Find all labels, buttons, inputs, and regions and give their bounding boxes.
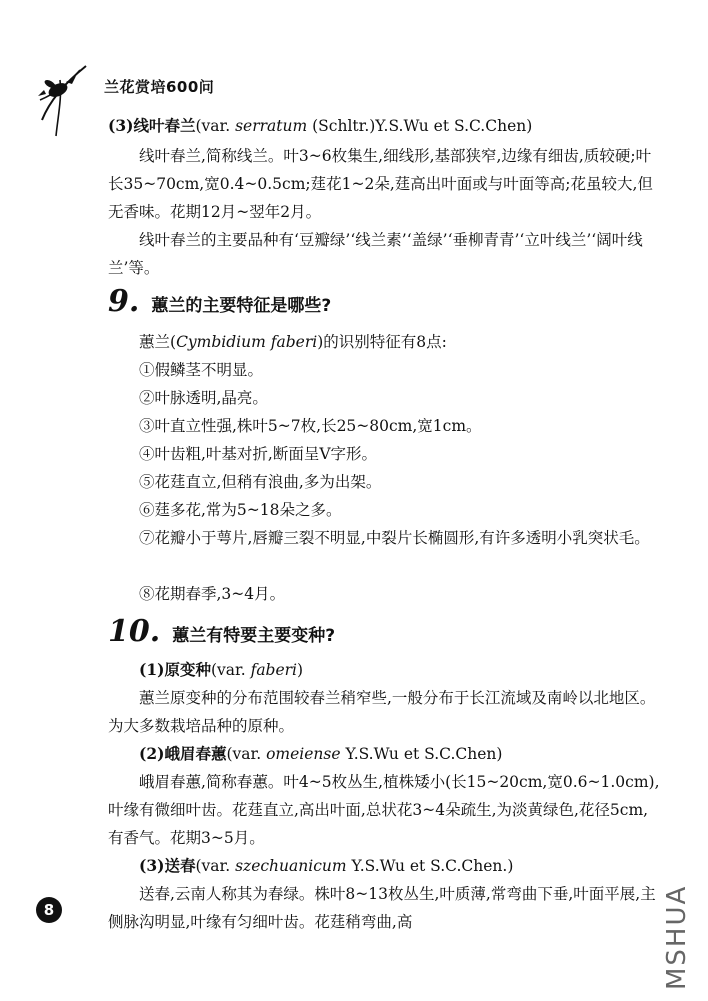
heading-prefix: (var.	[195, 857, 236, 875]
heading-prefix: (var.	[226, 745, 267, 763]
heading-suffix: (Schltr.)Y.S.Wu et S.C.Chen)	[307, 117, 533, 135]
heading-number: (2)	[139, 744, 165, 763]
heading-number: (3)	[139, 856, 165, 875]
heading-name: 原变种	[164, 660, 211, 679]
paragraph: 峨眉春蕙,简称春蕙。叶4~5枚丛生,植株矮小(长15~20cm,宽0.6~1.0cm),叶缘有微细叶齿。花莛直立,高出叶面,总状花3~4朵疏生,为淡黄绿色,花径5cm,有香气。花期3~5月。	[108, 773, 660, 847]
list-item: ②叶脉透明,晶亮。	[139, 389, 268, 407]
orchid-decoration-icon	[36, 60, 98, 138]
paragraph: 蕙兰原变种的分布范围较春兰稍窄些,一般分布于长江流域及南岭以北地区。为大多数栽培品种的原种。	[108, 689, 656, 735]
latin-name: serratum	[235, 117, 308, 135]
heading-number: (1)	[139, 660, 165, 679]
heading-name: 送春	[164, 856, 196, 875]
list-item: ①假鳞茎不明显。	[139, 361, 264, 379]
question-title: 蕙兰有特要主要变种?	[172, 626, 336, 646]
list-item: ⑧花期春季,3~4月。	[139, 585, 286, 603]
variety-heading-serratum	[108, 112, 660, 140]
latin-name: faberi	[250, 661, 298, 679]
question-number: 9.	[108, 284, 140, 319]
intro-prefix: 蕙兰(	[139, 333, 177, 351]
variety-heading-szechuanicum	[108, 852, 660, 880]
question-number: 10.	[108, 614, 161, 649]
list-item: ⑥莛多花,常为5~18朵之多。	[139, 501, 342, 519]
page-number: 8	[36, 897, 62, 923]
heading-prefix: (var.	[195, 117, 236, 135]
question-heading-10	[108, 614, 335, 649]
paragraph: 线叶春兰,简称线兰。叶3~6枚集生,细线形,基部狭窄,边缘有细齿,质较硬;叶长35~70cm,宽0.4~0.5cm;莛花1~2朵,莛高出叶面或与叶面等高;花虽较大,但无香味。花期12月~翌年2月。	[108, 147, 653, 221]
latin-name: omeiense	[266, 745, 341, 763]
heading-prefix: (var.	[210, 661, 251, 679]
latin-name: Cymbidium faberi	[176, 333, 318, 351]
list-item: ③叶直立性强,株叶5~7枚,长25~80cm,宽1cm。	[139, 417, 482, 435]
heading-number: (3)	[108, 116, 134, 135]
heading-name: 峨眉春蕙	[164, 744, 227, 763]
variety-heading-omeiense	[108, 740, 660, 768]
list-item: ⑦花瓣小于萼片,唇瓣三裂不明显,中裂片长椭圆形,有许多透明小乳突状毛。	[139, 529, 650, 547]
book-title: 兰花赏培600问	[104, 78, 215, 96]
heading-name: 线叶春兰	[133, 116, 196, 135]
paragraph: 送春,云南人称其为春绿。株叶8~13枚丛生,叶质薄,常弯曲下垂,叶面平展,主侧脉沟明显,叶缘有匀细叶齿。花莛稍弯曲,高	[108, 885, 656, 931]
watermark: MSHUA	[662, 884, 692, 990]
intro-suffix: )的识别特征有8点:	[317, 333, 447, 351]
question-heading-9	[108, 284, 331, 319]
heading-suffix: Y.S.Wu et S.C.Chen.)	[346, 857, 514, 875]
paragraph: 线叶春兰的主要品种有‘豆瓣绿’‘线兰素’‘盖绿’‘垂柳青青’‘立叶线兰’‘阔叶线兰’等。	[108, 231, 643, 277]
question-title: 蕙兰的主要特征是哪些?	[151, 296, 332, 316]
latin-name: szechuanicum	[235, 857, 347, 875]
list-item: ④叶齿粗,叶基对折,断面呈V字形。	[139, 445, 378, 463]
variety-heading-faberi	[108, 656, 660, 684]
intro-paragraph	[108, 328, 660, 356]
heading-suffix: )	[297, 661, 304, 679]
list-item: ⑤花莛直立,但稍有浪曲,多为出架。	[139, 473, 382, 491]
heading-suffix: Y.S.Wu et S.C.Chen)	[340, 745, 503, 763]
